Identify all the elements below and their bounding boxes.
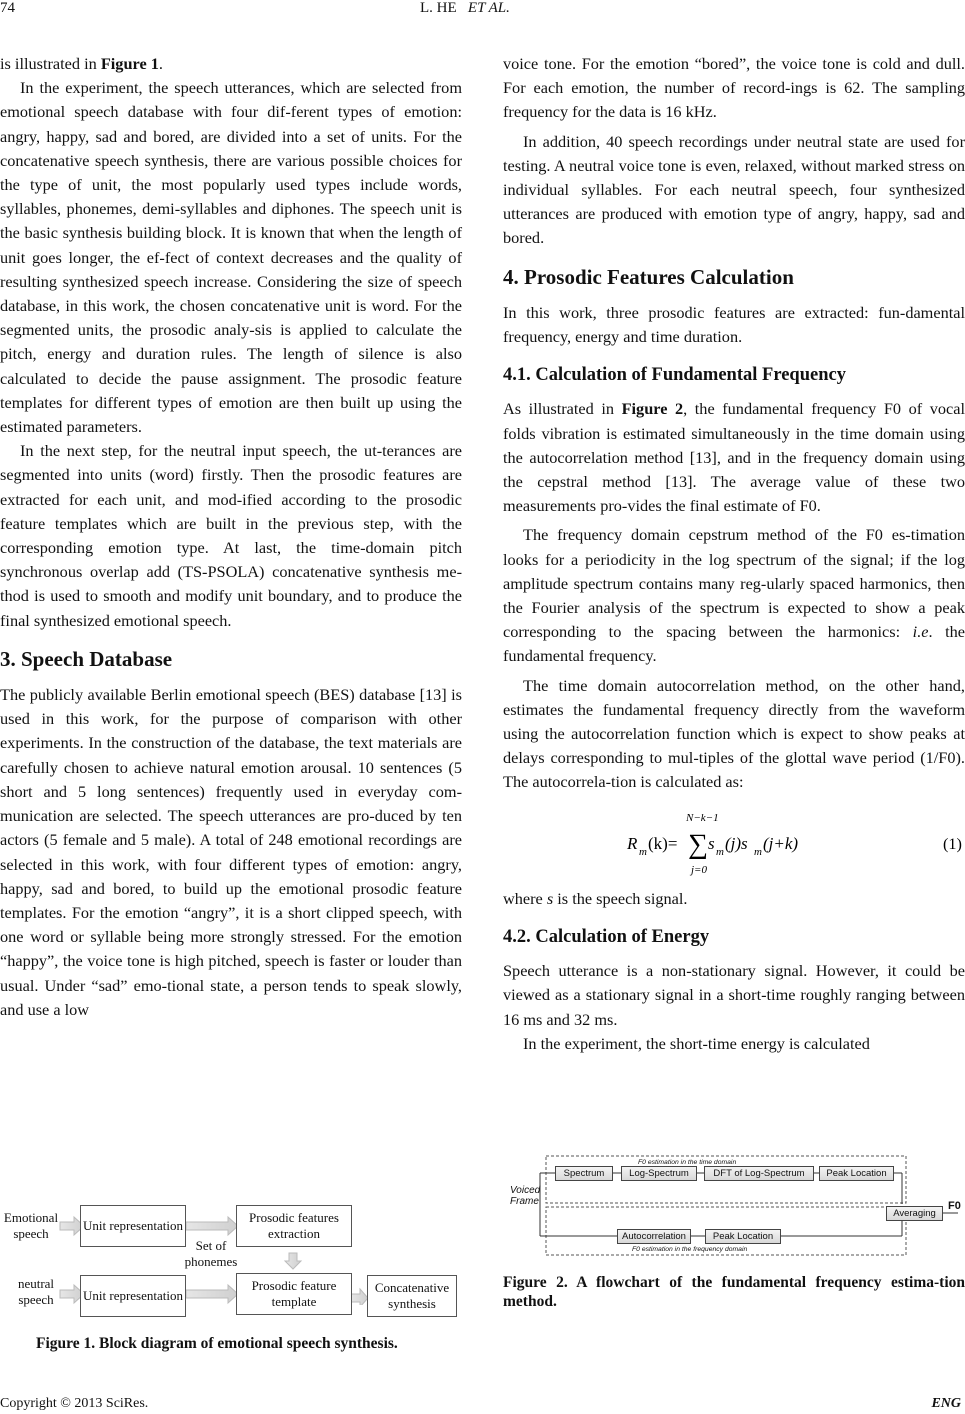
figure-ref: Figure 2 (621, 399, 684, 419)
label-frequency-domain: F0 estimation in the frequency domain (632, 1246, 748, 1253)
eq-lhs-arg: (k)= (648, 833, 678, 853)
log-spectrum-box: Log-Spectrum (621, 1166, 697, 1181)
running-title-authors: L. HE (420, 0, 457, 16)
text: where (503, 888, 547, 908)
eq-body-arg2: (j+k) (763, 833, 799, 853)
equation-1 (503, 795, 965, 887)
figure-1-caption: Figure 1. Block diagram of emotional speech synthesis. (36, 1335, 398, 1352)
prosodic-template-box: Prosodic feature template (236, 1273, 352, 1315)
unit-representation-bottom-box: Unit representation (80, 1275, 186, 1317)
set-of-phonemes-label: Set of phonemes (184, 1238, 238, 1269)
running-title (420, 0, 510, 17)
dft-log-spectrum-box: DFT of Log-Spectrum (704, 1166, 814, 1181)
left-paragraph-3: The publicly available Berlin emotional speech (BES) database [13] is used in this work, for the purpose of comparison with other experiments. In the construction of the database, the text materials are carefully chosen to achieve natural emotion arousal. 10 sentences (5 short and 5 long sentences) frequently used in everyday com-munication are selected. The speech utterances are pro-duced by ten actors (5 female and 5 male). A total of 248 emotional recordings are selected in this work, with four different types of emotion: angry, happy, sad and bored, to build up the emotional prosodic feature templates. For the emotion “angry”, it is a short clipped speech, with one word or syllable being more strongly stressed. For the emotion “happy”, the voice tone is high pitched, speech is faster or louder than usual. Under “sad” emo-tional state, a person tends to speak slowly, and use a low (0, 685, 462, 1019)
eq-body-sub2: m (754, 845, 762, 858)
text: As illustrated in (503, 399, 622, 419)
right-paragraph-8: Speech utterance is a non-stationary signal. However, it could be viewed as a stationary signal in a short-time roughly ranging between 16 ms and 32 ms. (503, 961, 965, 1029)
eq-lhs-sub: m (639, 845, 647, 858)
right-paragraph-3: In this work, three prosodic features are extracted: fun-damental frequency, energy and time duration. (503, 302, 965, 347)
copyright-footer: Copyright © 2013 SciRes. (0, 1396, 149, 1411)
text: is the speech signal. (553, 888, 688, 908)
right-column (503, 52, 965, 1056)
page-number: 74 (0, 0, 15, 16)
emotional-speech-label: Emotional speech (3, 1210, 59, 1241)
unit-representation-top-box: Unit representation (80, 1205, 186, 1247)
voiced-frame-label: Voiced Frame (510, 1185, 541, 1207)
sum-sigma: ∑ (688, 828, 708, 860)
right-paragraph-1: voice tone. For the emotion “bored”, the voice tone is cold and dull. For each emotion, the number of record-ings is 62. The sampling frequency for the data is 16 kHz. (503, 54, 965, 122)
label-time-domain: F0 estimation in the time domain (638, 1159, 737, 1166)
running-title-etal: ET AL. (467, 0, 510, 16)
text: is illustrated in (0, 54, 101, 73)
eq-lhs: R (627, 833, 638, 853)
figure-1 (0, 1195, 462, 1352)
journal-footer: ENG (931, 1396, 961, 1411)
figure-2-caption: Figure 2. A flowchart of the fundamental frequency estima-tion method. (503, 1274, 965, 1310)
ie-italic: i.e (912, 622, 929, 642)
f0-output-label: F0 (948, 1200, 961, 1212)
autocorrelation-box: Autocorrelation (617, 1229, 691, 1244)
eq-body-arg: (j)s (725, 833, 748, 853)
right-paragraph-2: In addition, 40 speech recordings under neutral state are used for testing. A neutral voice tone is even, relaxed, without marked stress on individual syllables. For each neutral speech, four synthesized utterances are produced with emotion type of angry, happy, sad and bored. (503, 131, 965, 248)
equation-1-svg (503, 795, 965, 887)
text: The frequency domain cepstrum method of the F0 es-timation looks for a periodicity in the log spectrum of the signal; if the log amplitude spectrum contains many reg-ularly spaced harmonics, then the Fourier analysis of the spectrum is expected to show a peak corresponding to the spacing between the harmonics: (503, 525, 965, 642)
eq-body-sub: m (716, 845, 724, 858)
peak-location-top-box: Peak Location (819, 1166, 894, 1181)
concatenative-synthesis-box: Concatenative synthesis (367, 1275, 457, 1317)
left-paragraph-0 (0, 52, 462, 76)
text: . (158, 54, 163, 73)
symbol-s: s (546, 888, 554, 908)
right-paragraph-6: The time domain autocorrelation method, on the other hand, estimates the fundamental frequency directly from the waveform using the autocorrelation function which is expect to show peaks at delays corresponding to mul-tiples of the glottal wave period (1/F0). The autocorrela-tion is calculated as: (503, 675, 965, 792)
left-paragraph-2: In the next step, for the neutral input speech, the ut-terances are segmented into units (word) firstly. Then the prosodic features are extracted for each unit, and mod-ified according to the prosodic feature templates which are built in the previous step, with the corresponding emotion type. At last, the time-domain pitch synchronous overlap add (TS-PSOLA) concatenative synthesis me-thod is used to smooth and modify unit boundary, and to produce the final synthesized emotional speech. (0, 441, 462, 630)
subsection-heading-energy: 4.2. Calculation of Energy (503, 926, 710, 947)
eq-body: s (708, 833, 715, 853)
left-paragraph-1: In the experiment, the speech utterances, which are selected from emotional speech database with four dif-ferent types of emotion: angry, happy, sad and bored, are divided into a set of units. For the concatenative speech synthesis, there are various possible choices for the type of unit, the most popularly used types include words, syllables, phonemes, demi-syllables and diphones. The speech unit is the basic synthesis building block. It is known that when the length of unit goes longer, the ef-fect of context decreases and the quality of resulting synthesized speech increase. Considering the size of speech database, in this work, the chosen concatenative unit is word. For the segmented units, the prosodic analy-sis is applied to calculate the pitch, energy and duration rules. The length of silence is also calculated to decide the pause assignment. The prosodic feature templates for different types of emotion are then built up using the estimated parameters. (0, 78, 462, 437)
text: . the fundamental frequency. (503, 622, 965, 666)
sum-lower-limit: j=0 (691, 863, 707, 876)
peak-location-bottom-box: Peak Location (705, 1229, 781, 1244)
subsection-heading-f0: 4.1. Calculation of Fundamental Frequency (503, 365, 846, 386)
figure-2 (500, 1148, 965, 1308)
spectrum-box: Spectrum (555, 1166, 613, 1181)
right-paragraph-4 (503, 397, 965, 518)
figure-ref: Figure 1 (100, 54, 159, 73)
section-heading-speech-database: 3. Speech Database (0, 646, 173, 671)
left-column (0, 52, 462, 1022)
sum-upper-limit: N−k−1 (686, 811, 719, 824)
right-paragraph-9: In the experiment, the short-time energy is calculated (523, 1033, 870, 1053)
prosodic-extraction-box: Prosodic features extraction (236, 1205, 352, 1247)
right-paragraph-7 (503, 887, 965, 911)
equation-number: (1) (943, 833, 962, 853)
right-paragraph-5 (503, 523, 965, 668)
section-heading-prosodic-features: 4. Prosodic Features Calculation (503, 264, 794, 289)
averaging-box: Averaging (886, 1206, 943, 1221)
neutral-speech-label: neutral speech (17, 1276, 55, 1307)
text: , the fundamental frequency F0 of vocal folds vibration is estimated simultaneously in the time domain using the autocorrelation method [13], and in the frequency domain using the cepstral method [13]. The average value of these two measurements pro-vides the final estimate of F0. (503, 399, 965, 516)
